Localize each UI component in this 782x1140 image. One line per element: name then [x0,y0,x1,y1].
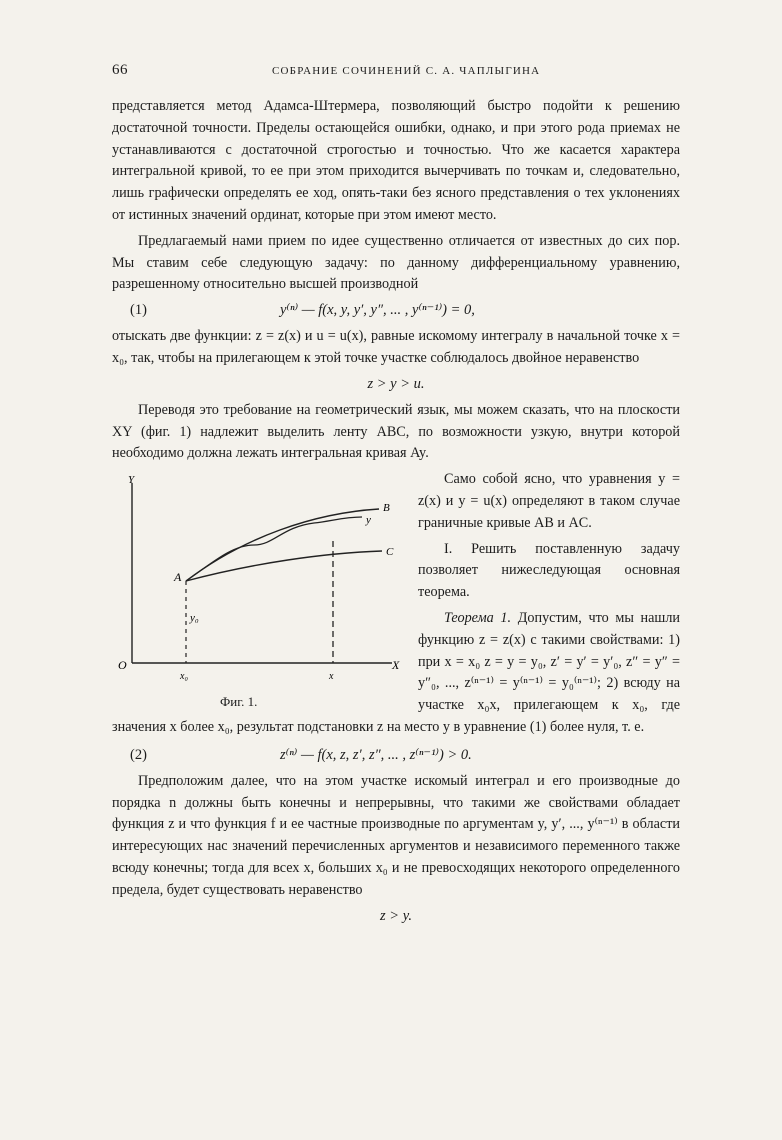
ordinate-label: y₀ [190,612,199,625]
double-inequality [112,374,680,396]
paragraph: Само собой ясно, что уравнения y = z(x) и y = u(x) определяют в таком случае граничные кривые AB и AC. [418,471,680,531]
curve-ac [186,551,382,581]
curve-ab [186,509,379,581]
equation-body: y⁽ⁿ⁾ — f(x, y, y′, y″, ... , y⁽ⁿ⁻¹⁾) = 0, [280,302,475,319]
equation-1 [112,300,680,322]
y-axis-label: Y [128,474,135,487]
paragraph: I. Решить поставленную задачу позволяет нижеследующая основная теорема. [418,540,680,601]
origin-label: O [118,658,127,673]
curve-b-label: B [383,502,390,515]
paragraph: Переводя это требование на геометрический язык, мы можем сказать, что на плоскости XY (фиг. 1) надлежит выделить ленту ABC, по возможности узкую, внутри которой необходимо должна лежать интегральная кривая Ay. [112,401,680,462]
paragraph: представляется метод Адамса-Штермера, позволяющий быстро подойти к решению достаточной точности. Пределы остающейся ошибки, однако, и при этого рода приемах не устанавливаются с достаточной строгостью и точностью. Что же касается характера интегральной кривой, то ее при этом приходится вычерчивать по точкам и, следовательно, лишь графически определять ее ход, опять-таки без ясного представления о тех уклонениях от истинных значений ординат, которые при этом имеют место. [112,98,680,223]
equation-2 [112,745,680,767]
curve-y-label: y [366,514,371,527]
point-a-label: A [174,570,182,585]
curve-ay [186,517,362,581]
x0-label: x₀ [180,671,188,683]
theorem-text: Допустим, что мы нашли функцию z = z(x) с такими свойствами: 1) при x = x₀ z = y = y₀, z′ = y′ = y′₀, z″ = y″ = y″₀, ..., z⁽ⁿ⁻¹⁾ = y⁽ⁿ⁻¹⁾ = y₀⁽ⁿ⁻¹⁾; 2) всюду на участке x₀x, прилегающем к x₀, где значения x более x₀, результат подстановки z на место y в уравнение (1) более нуля, т. е. [112,609,680,735]
page-header [112,62,682,82]
x-label: x [329,671,334,683]
paragraph: Предлагаемый нами прием по идее существенно отличается от известных до сих пор. Мы ставим себе следующую задачу: по данному дифференциальному уравнению, разрешенному относительно высшей производной [112,232,680,293]
figure-diagram [104,471,404,686]
theorem-title: Теорема 1. [444,609,512,626]
curve-c-label: C [386,546,394,559]
body-text [112,96,680,932]
equation-body: z⁽ⁿ⁾ — f(x, z, z′, z″, ... , z⁽ⁿ⁻¹⁾) > 0. [280,746,472,763]
inequality-body: z > y. [380,907,412,924]
inequality-body: z > y > u. [367,375,425,392]
equation-number: (1) [130,302,147,319]
x-axis-label: X [392,658,400,673]
page-number: 66 [112,62,128,78]
equation-number: (2) [130,746,147,763]
final-inequality [112,906,680,928]
paragraph: Предположим далее, что на этом участке искомый интеграл и его производные до порядка n должны быть конечны и непрерывны, что такими же свойствами обладает функция z и что функция f и ее частные производные по аргументам y, y′, ..., y⁽ⁿ⁻¹⁾ в области интересующих нас значений перечисленных аргументов и независимого переменного также всюду конечны; тогда для всех x, больших x₀ и не превосходящих некоторого определенного предела, будет существовать неравенство [112,772,680,898]
running-title: СОБРАНИЕ СОЧИНЕНИЙ С. А. ЧАПЛЫГИНА [272,65,541,77]
figure-caption: Фиг. 1. [220,694,258,710]
paragraph: отыскать две функции: z = z(x) и u = u(x), равные искомому интегралу в начальной точке x = x₀, так, чтобы на прилегающем к этой точке участке соблюдалось двойное неравенство [112,328,680,366]
figure-1 [112,471,404,711]
